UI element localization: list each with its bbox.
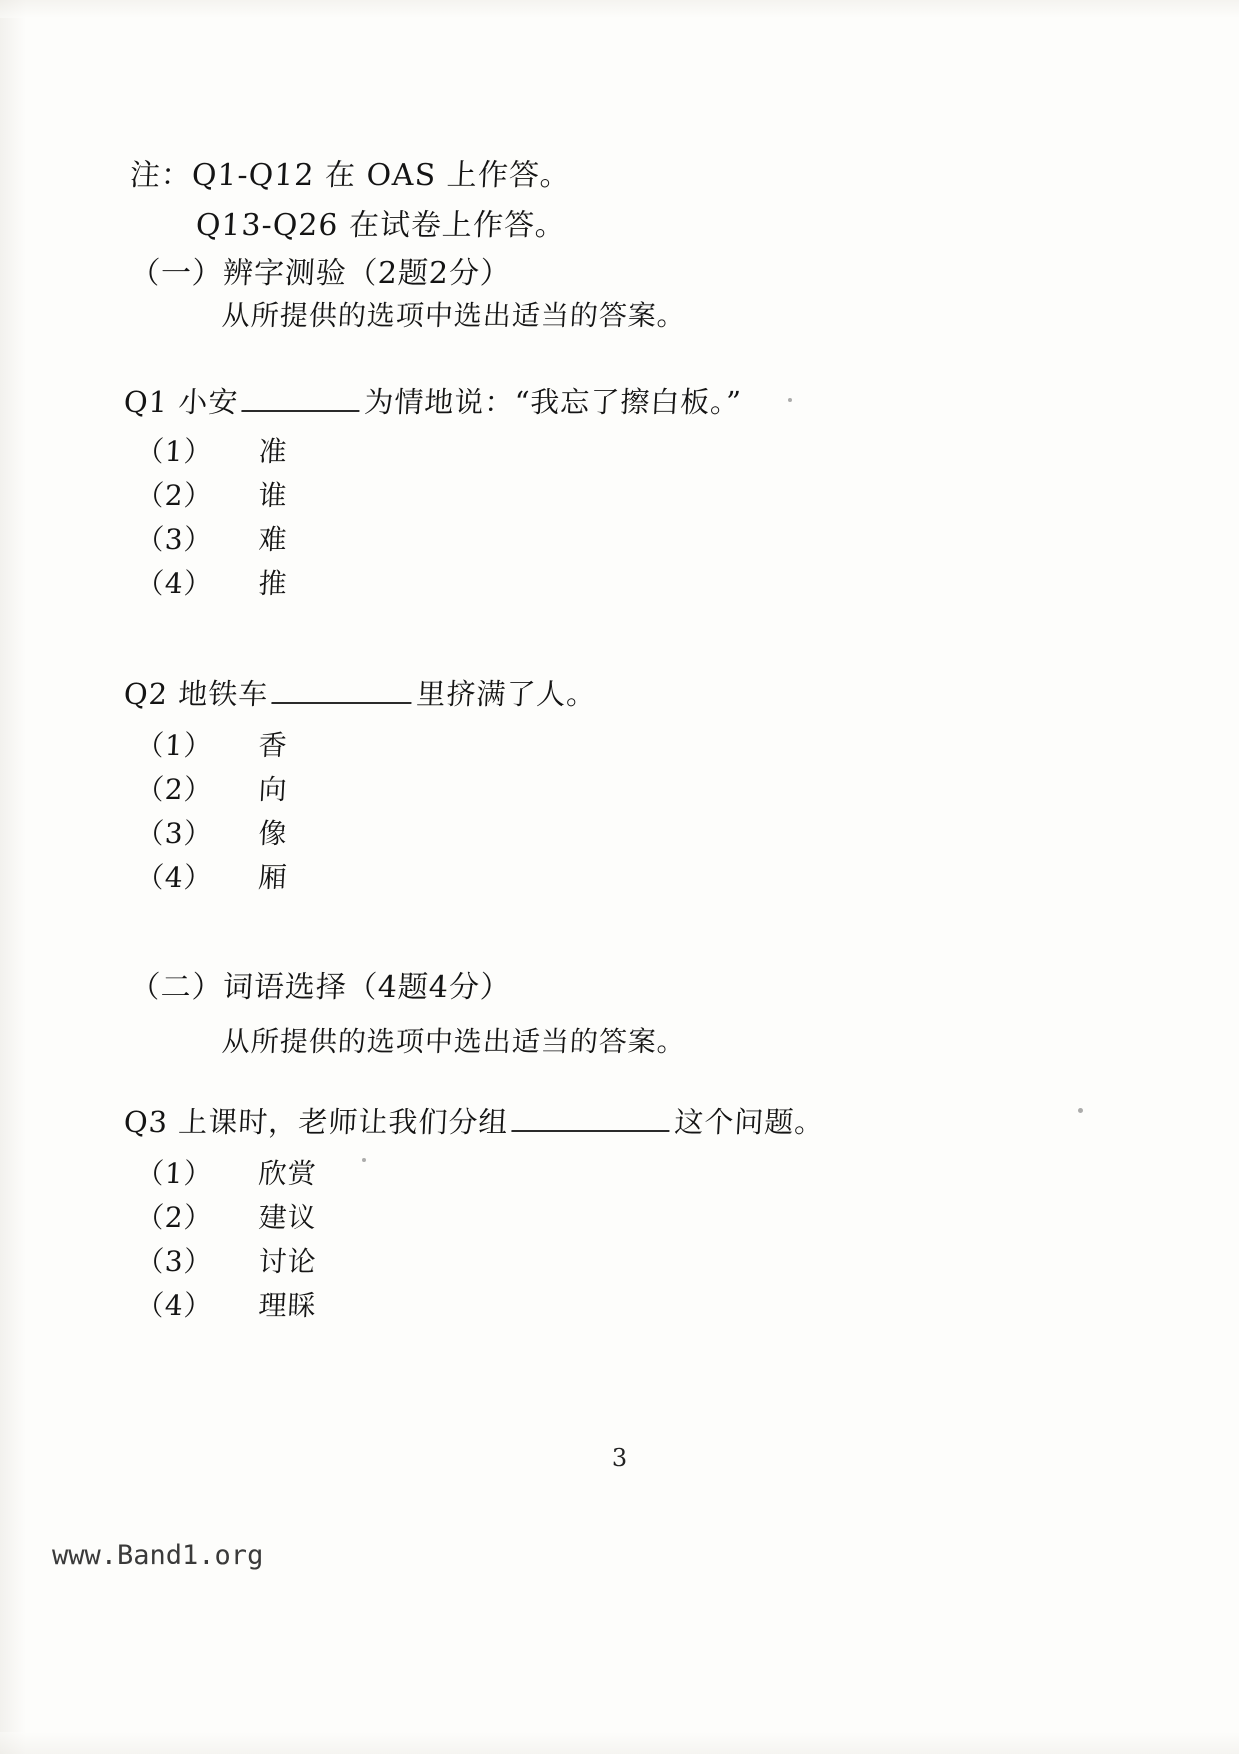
question-q1-option-4[interactable]	[135, 562, 289, 602]
scan-speck	[788, 398, 792, 402]
option-text: 香	[257, 729, 289, 762]
question-q1-stem-after: 为情地说：“我忘了擦白板。”	[363, 385, 743, 419]
option-label: （2）	[135, 479, 214, 512]
option-text: 讨论	[257, 1245, 318, 1278]
option-text: 欣赏	[257, 1157, 318, 1190]
question-q3-option-4[interactable]	[135, 1284, 318, 1324]
page-number: 3	[611, 1444, 628, 1472]
section-1-instruction: 从所提供的选项中选出适当的答案。	[221, 299, 687, 332]
option-label: （4）	[135, 567, 214, 600]
option-text: 像	[257, 817, 289, 850]
question-q2-stem	[123, 672, 598, 713]
question-q2-option-3[interactable]	[135, 812, 289, 852]
question-q1-option-1[interactable]	[135, 430, 289, 470]
watermark: www.Band1.org	[52, 1540, 264, 1571]
option-text: 建议	[257, 1201, 318, 1234]
question-q3-option-1[interactable]	[135, 1152, 318, 1192]
option-label: （2）	[135, 1201, 214, 1234]
option-text: 向	[257, 773, 289, 806]
question-q2-blank[interactable]	[272, 678, 413, 704]
question-q3-stem-after: 这个问题。	[673, 1105, 826, 1139]
question-q1-blank[interactable]	[242, 386, 361, 412]
option-label: （4）	[135, 1289, 214, 1322]
option-label: （2）	[135, 773, 214, 806]
scan-speck	[362, 1158, 366, 1162]
question-q3-number: Q3	[123, 1105, 170, 1139]
question-q3-blank[interactable]	[512, 1106, 671, 1132]
question-q3-stem	[123, 1100, 826, 1141]
note-line-1: 注：Q1-Q12 在 OAS 上作答。	[128, 158, 572, 193]
option-text: 难	[257, 523, 289, 556]
question-q1-number: Q1	[123, 385, 170, 419]
question-q2-number: Q2	[123, 677, 170, 711]
scan-speck	[1078, 1108, 1083, 1113]
section-1-heading: （一）辨字测验（2题2分）	[128, 256, 512, 291]
option-text: 谁	[257, 479, 289, 512]
question-q1-option-3[interactable]	[135, 518, 289, 558]
option-text: 理睬	[257, 1289, 318, 1322]
question-q2-stem-after: 里挤满了人。	[415, 677, 598, 711]
section-2-instruction: 从所提供的选项中选出适当的答案。	[221, 1025, 687, 1058]
question-q3-stem-before: 上课时，老师让我们分组	[177, 1105, 510, 1139]
question-q3-option-2[interactable]	[135, 1196, 318, 1236]
question-q1-stem-before: 小安	[177, 385, 240, 419]
section-2-heading: （二）词语选择（4题4分）	[128, 970, 512, 1005]
question-q2-option-4[interactable]	[135, 856, 289, 896]
option-label: （1）	[135, 1157, 214, 1190]
question-q3-option-3[interactable]	[135, 1240, 318, 1280]
question-q2-option-2[interactable]	[135, 768, 289, 808]
option-label: （1）	[135, 435, 214, 468]
question-q2-option-1[interactable]	[135, 724, 289, 764]
option-label: （3）	[135, 1245, 214, 1278]
option-text: 推	[257, 567, 289, 600]
question-q2-stem-before: 地铁车	[177, 677, 270, 711]
option-label: （3）	[135, 523, 214, 556]
option-label: （3）	[135, 817, 214, 850]
option-label: （4）	[135, 861, 214, 894]
option-label: （1）	[135, 729, 214, 762]
question-q1-option-2[interactable]	[135, 474, 289, 514]
option-text: 准	[257, 435, 289, 468]
option-text: 厢	[257, 861, 289, 894]
note-line-2: Q13-Q26 在试卷上作答。	[194, 208, 567, 243]
question-q1-stem	[123, 380, 743, 421]
